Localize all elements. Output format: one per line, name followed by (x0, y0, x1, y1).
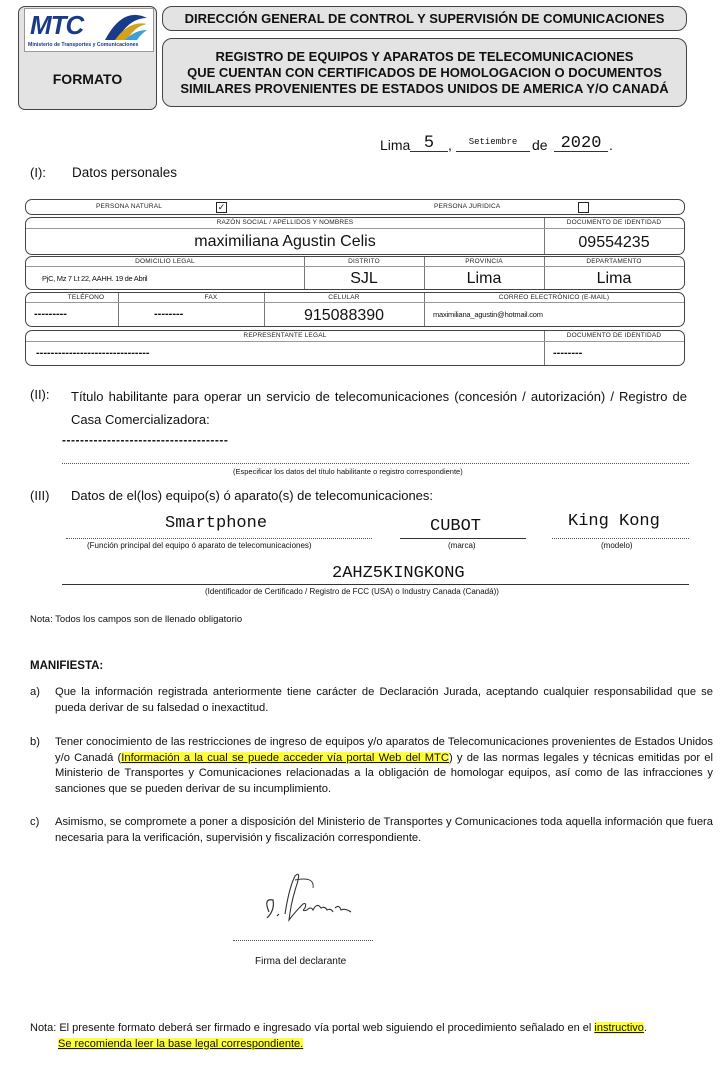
date-line (380, 132, 680, 154)
logo-wave-icon (103, 12, 149, 42)
rep-doc-value[interactable]: -------- (553, 347, 583, 359)
departamento-label: DEPARTAMENTO (586, 258, 642, 265)
celular-value[interactable]: 915088390 (303, 306, 385, 324)
marca-value[interactable]: CUBOT (430, 517, 482, 536)
telefono-value[interactable]: --------- (34, 308, 67, 320)
rep-doc-label: DOCUMENTO DE IDENTIDAD (566, 332, 662, 339)
manifiesta-b-text2: ) y de las normas legales y técnicas emitidas por el Ministerio de Transportes y Comunicaciones relacionadas a la obligación de homologar equipos, así como de las infracciones y sanciones que se pueden derivar de su incumplimiento. (55, 751, 713, 795)
representante-row (25, 330, 685, 366)
persona-type-row (25, 199, 685, 215)
celular-label: CELULAR (328, 294, 360, 301)
section2-underline (62, 463, 689, 464)
nota-final-end: . (643, 1022, 647, 1034)
section1-number: (I): (30, 165, 46, 180)
provincia-label: PROVINCIA (465, 258, 503, 265)
signature-image (255, 868, 365, 938)
distrito-value[interactable]: SJL (350, 269, 378, 287)
correo-label: CORREO ELECTRÓNICO (E-MAIL) (498, 294, 610, 301)
form-title-line2: QUE CUENTAN CON CERTIFICADOS DE HOMOLOGACION O DOCUMENTOS (187, 64, 662, 80)
manifiesta-a-text: Que la información registrada anteriormente tiene carácter de Declaración Jurada, aceptando cualquier responsabilidad que se pueda derivar de su falsedad o inexactitud. (55, 686, 713, 714)
certificado-value[interactable]: 2AHZ5KINGKONG (332, 564, 465, 583)
fax-value[interactable]: -------- (154, 308, 184, 320)
section1-title: Datos personales (72, 165, 178, 180)
correo-value[interactable]: maximiliana_agustin@hotmail.com (433, 310, 543, 319)
representante-label: REPRESENTANTE LEGAL (243, 332, 327, 339)
marca-underline (400, 538, 526, 539)
modelo-value[interactable]: King Kong (568, 512, 660, 531)
agency-title: DIRECCIÓN GENERAL DE CONTROL Y SUPERVISIÓN DE COMUNICACIONES (162, 6, 687, 31)
format-label: FORMATO (52, 71, 123, 87)
nota-final (30, 1021, 710, 1052)
section2-caption: (Especificar los datos del título habilitante o registro correspondiente) (233, 467, 463, 476)
manifiesta-a-label: a) (30, 686, 40, 698)
manifiesta-title: MANIFIESTA: (30, 660, 104, 672)
date-city: Lima (380, 137, 411, 153)
section2-number: (II): (30, 387, 50, 402)
logo-text: MTC (30, 10, 84, 40)
portal-mtc-link[interactable]: Información a la cual se puede acceder vía portal Web del MTC (121, 751, 449, 764)
marca-caption: (marca) (448, 541, 476, 550)
date-end: . (609, 137, 613, 153)
provincia-value[interactable]: Lima (466, 269, 502, 287)
persona-natural-label: PERSONA NATURAL (96, 203, 163, 210)
signature-line (233, 940, 373, 941)
certificado-underline (62, 584, 689, 585)
signature-caption: Firma del declarante (255, 956, 347, 967)
form-title-line1: REGISTRO DE EQUIPOS Y APARATOS DE TELECOMUNICACIONES (215, 48, 634, 64)
razon-social-row (25, 217, 685, 255)
domicilio-label: DOMICILIO LEGAL (135, 258, 195, 265)
distrito-label: DISTRITO (348, 258, 380, 265)
contacto-row (25, 292, 685, 327)
funcion-caption: (Función principal del equipo ó aparato de telecomunicaciones) (87, 541, 312, 550)
manifiesta-b-text (55, 735, 713, 797)
telefono-label: TELÉFONO (67, 294, 105, 301)
form-title-line3: SIMILARES PROVENIENTES DE ESTADOS UNIDOS DE AMERICA Y/O CANADÁ (180, 80, 669, 96)
nota-obligatorio: Nota: Todos los campos son de llenado obligatorio (30, 614, 243, 625)
modelo-caption: (modelo) (601, 541, 633, 550)
section3-number: (III) (30, 488, 50, 503)
section3-title: Datos de el(los) equipo(s) ó aparato(s) de telecomunicaciones: (71, 488, 434, 503)
instructivo-link[interactable]: instructivo (594, 1022, 644, 1034)
base-legal-link[interactable]: Se recomienda leer la base legal correspondiente. (58, 1037, 304, 1050)
manifiesta-c-text: Asimismo, se compromete a poner a disposición del Ministerio de Transportes y Comunicaciones toda aquella información que fuera necesaria para la verificación, supervisión y fiscalización correspondiente. (55, 816, 713, 844)
date-day-field[interactable] (410, 132, 448, 152)
domicilio-value[interactable]: PjC, Mz 7 Lt 22, AAHH. 19 de Abril (42, 274, 148, 283)
section2-text: Título habilitante para operar un servicio de telecomunicaciones (concesión / autorización) / Registro de Casa Comercializadora: (71, 389, 687, 427)
funcion-underline (66, 538, 372, 539)
departamento-value[interactable]: Lima (596, 269, 632, 287)
funcion-value[interactable]: Smartphone (165, 514, 268, 533)
domicilio-row (25, 256, 685, 290)
nota-final-text: Nota: El presente formato deberá ser firmado e ingresado vía portal web siguiendo el procedimiento señalado en el (30, 1022, 595, 1034)
modelo-underline (552, 538, 689, 539)
doc-identidad-label: DOCUMENTO DE IDENTIDAD (566, 219, 662, 226)
manifiesta-b-label: b) (30, 736, 40, 748)
razon-social-value[interactable]: maximiliana Agustin Celis (194, 233, 376, 250)
certificado-caption: (Identificador de Certificado / Registro de FCC (USA) o Industry Canada (Canadá)) (205, 587, 499, 596)
razon-social-label: RAZÓN SOCIAL / APELLIDOS Y NOMBRES (216, 219, 354, 226)
date-sep: , (448, 137, 452, 153)
section2-value[interactable]: ------------------------------------- (62, 433, 229, 447)
form-title-box (162, 38, 687, 107)
persona-natural-checkbox[interactable] (216, 202, 227, 213)
doc-identidad-value[interactable]: 09554235 (578, 234, 650, 251)
logo-subtitle: Ministerio de Transportes y Comunicaciones (28, 42, 139, 48)
date-month-field[interactable] (456, 134, 530, 152)
date-month: Setiembre (468, 137, 518, 147)
date-year-field[interactable] (554, 132, 608, 152)
persona-juridica-label: PERSONA JURIDICA (434, 203, 501, 210)
date-day: 5 (424, 132, 434, 151)
manifiesta-c-label: c) (30, 816, 40, 828)
mtc-logo (24, 8, 154, 52)
manifiesta-b-text1: Tener conocimiento de las restricciones de ingreso de equipos y/o aparatos de Telecomunicaciones provenientes de Estados Unidos y/o Canadá ( (55, 736, 713, 764)
persona-juridica-checkbox[interactable] (578, 202, 589, 213)
date-year: 2020 (560, 134, 602, 153)
check-icon: ✓ (217, 202, 226, 212)
fax-label: FAX (204, 294, 218, 301)
representante-value[interactable]: ------------------------------- (36, 347, 150, 359)
date-de: de (532, 137, 548, 153)
